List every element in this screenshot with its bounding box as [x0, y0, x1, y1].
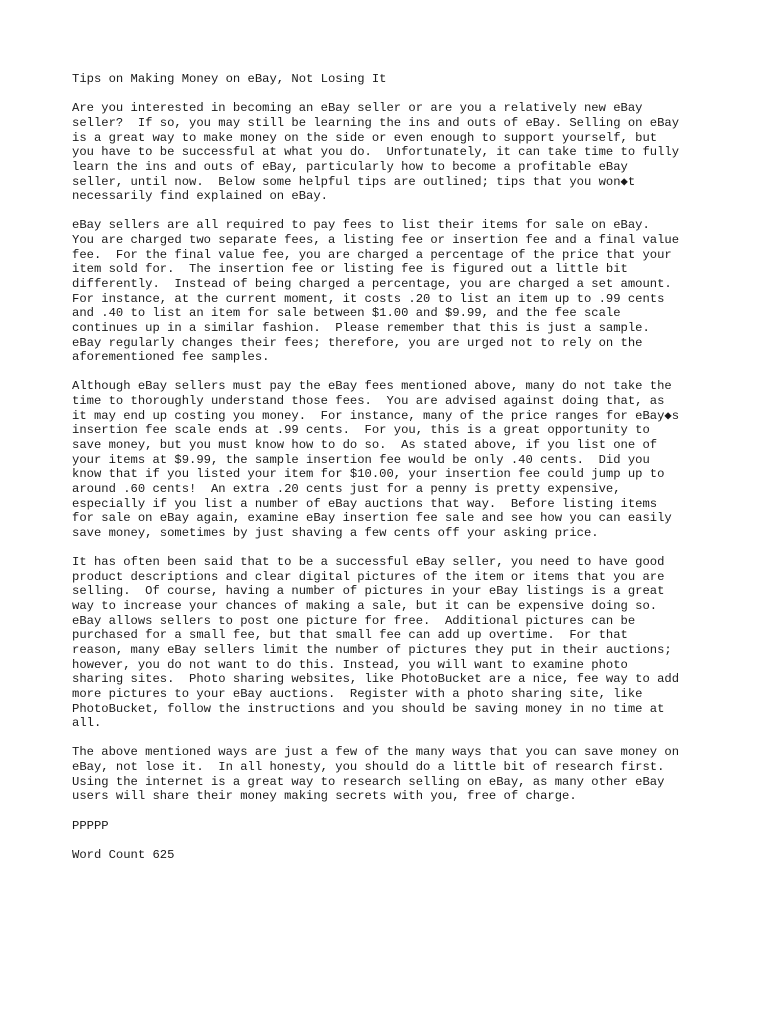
- text-line: The above mentioned ways are just a few of the many ways that you can save money on: [72, 745, 680, 760]
- text-line: Are you interested in becoming an eBay seller or are you a relatively new eBay: [72, 101, 643, 116]
- text-line: around .60 cents! An extra .20 cents just for a penny is pretty expensive,: [72, 481, 621, 496]
- text-line: seller, until now. Below some helpful tips are outlined; tips that you won◆t: [72, 174, 636, 189]
- signature: [72, 819, 762, 834]
- text-line: way to increase your chances of making a sale, but it can be expensive doing so.: [72, 599, 658, 614]
- text-line: necessarily find explained on eBay.: [72, 189, 328, 204]
- text-line: fee. For the final value fee, you are charged a percentage of the price that your: [72, 247, 672, 262]
- text-line: however, you do not want to do this. Instead, you will want to examine photo: [72, 657, 628, 672]
- text-line: save money, but you must know how to do so. As stated above, if you list one of: [72, 438, 658, 453]
- text-line: You are charged two separate fees, a listing fee or insertion fee and a final value: [72, 233, 680, 248]
- signature-text: PPPPP: [72, 818, 109, 833]
- text-line: aforementioned fee samples.: [72, 350, 270, 365]
- text-line: insertion fee scale ends at .99 cents. For you, this is a great opportunity to: [72, 423, 650, 438]
- text-line: save money, sometimes by just shaving a few cents off your asking price.: [72, 525, 599, 540]
- text-line: eBay allows sellers to post one picture for free. Additional pictures can be: [72, 613, 636, 628]
- text-line: especially if you list a number of eBay auctions that way. Before listing items: [72, 496, 658, 511]
- text-line: for sale on eBay again, examine eBay insertion fee sale and see how you can easily: [72, 511, 672, 526]
- text-line: product descriptions and clear digital pictures of the item or items that you are: [72, 569, 665, 584]
- text-line: It has often been said that to be a successful eBay seller, you need to have good: [72, 555, 665, 570]
- text-line: learn the ins and outs of eBay, particularly how to become a profitable eBay: [72, 159, 628, 174]
- text-line: sharing sites. Photo sharing websites, like PhotoBucket are a nice, fee way to add: [72, 672, 680, 687]
- document-title: Tips on Making Money on eBay, Not Losing It: [72, 72, 387, 86]
- text-line: item sold for. The insertion fee or listing fee is figured out a little bit: [72, 262, 628, 277]
- text-line: is a great way to make money on the side or even enough to support yourself, but: [72, 130, 658, 145]
- text-line: Using the internet is a great way to research selling on eBay, as many other eBay: [72, 774, 665, 789]
- text-line: know that if you listed your item for $10.00, your insertion fee could jump up to: [72, 467, 665, 482]
- document-page: [72, 72, 762, 877]
- text-line: eBay, not lose it. In all honesty, you should do a little bit of research first.: [72, 760, 665, 775]
- text-line: For instance, at the current moment, it costs .20 to list an item up to .99 cents: [72, 291, 665, 306]
- paragraph-fees: [72, 218, 762, 364]
- text-line: eBay sellers are all required to pay fees to list their items for sale on eBay.: [72, 218, 650, 233]
- text-line: Although eBay sellers must pay the eBay fees mentioned above, many do not take the: [72, 379, 672, 394]
- text-line: continues up in a similar fashion. Please remember that this is just a sample.: [72, 320, 650, 335]
- text-line: you have to be successful at what you do. Unfortunately, it can take time to fully: [72, 145, 680, 160]
- text-line: users will share their money making secrets with you, free of charge.: [72, 789, 577, 804]
- paragraph-conclusion: [72, 745, 762, 804]
- word-count: [72, 848, 762, 863]
- word-count-text: Word Count 625: [72, 847, 175, 862]
- text-line: PhotoBucket, follow the instructions and you should be saving money in no time at: [72, 701, 665, 716]
- paragraph-insertion-fees: [72, 379, 762, 540]
- text-line: time to thoroughly understand those fees. You are advised against doing that, as: [72, 394, 665, 409]
- paragraph-pictures: [72, 555, 762, 731]
- text-line: differently. Instead of being charged a percentage, you are charged a set amount.: [72, 276, 672, 291]
- text-line: eBay regularly changes their fees; therefore, you are urged not to rely on the: [72, 335, 643, 350]
- text-line: purchased for a small fee, but that small fee can add up overtime. For that: [72, 628, 628, 643]
- text-line: reason, many eBay sellers limit the number of pictures they put in their auctions;: [72, 643, 672, 657]
- paragraph-intro: [72, 101, 762, 203]
- text-line: your items at $9.99, the sample insertion fee would be only .40 cents. Did you: [72, 452, 650, 467]
- text-line: and .40 to list an item for sale between $1.00 and $9.99, and the fee scale: [72, 306, 621, 321]
- text-line: more pictures to your eBay auctions. Register with a photo sharing site, like: [72, 686, 643, 701]
- text-line: it may end up costing you money. For instance, many of the price ranges for eBay◆s: [72, 408, 680, 423]
- text-line: seller? If so, you may still be learning the ins and outs of eBay. Selling on eBay: [72, 115, 680, 130]
- text-line: all.: [72, 716, 102, 731]
- text-line: selling. Of course, having a number of pictures in your eBay listings is a great: [72, 584, 665, 599]
